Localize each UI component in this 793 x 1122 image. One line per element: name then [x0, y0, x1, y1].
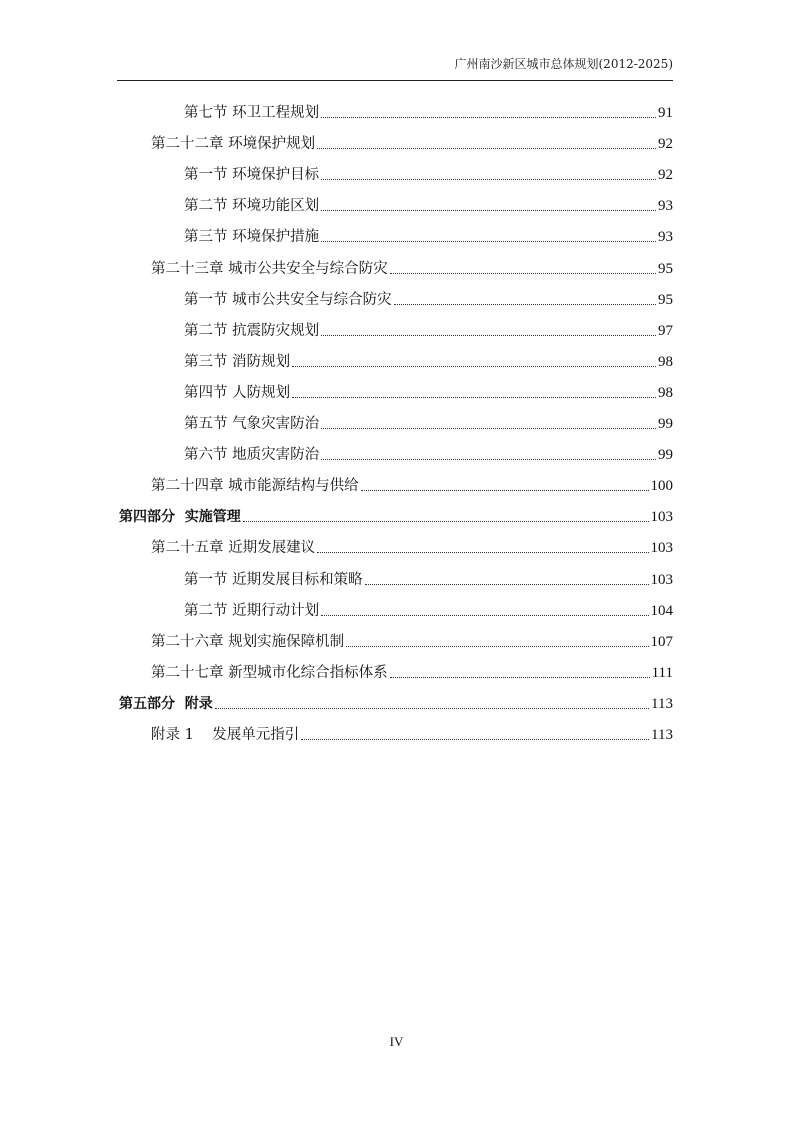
toc-chapter-entry — [0, 718, 793, 749]
toc-entry-text: 近期发展目标和策略 — [232, 571, 363, 588]
toc-entry-page: 104 — [650, 602, 673, 619]
toc-entry-title — [184, 384, 290, 402]
toc-entry-title — [151, 539, 315, 557]
toc-entry-title — [151, 633, 344, 651]
toc-entry-text: 城市能源结构与供给 — [228, 478, 359, 495]
toc-section-entry — [0, 376, 793, 407]
toc-section-entry — [0, 283, 793, 314]
toc-entry-title — [184, 415, 319, 433]
toc-entry-title — [151, 477, 359, 495]
toc-entry-page: 107 — [650, 633, 673, 650]
dot-leader — [321, 428, 656, 429]
toc-entry-page: 113 — [651, 726, 673, 743]
toc-entry-page: 99 — [658, 447, 673, 464]
dot-leader — [390, 677, 650, 678]
toc-entry-number: 附录 1 — [151, 726, 194, 743]
toc-section-entry — [0, 594, 793, 625]
dot-leader — [365, 584, 649, 585]
toc-entry-number: 第二十三章 — [151, 260, 224, 277]
toc-entry-page: 97 — [658, 322, 673, 339]
toc-entry-page: 92 — [658, 136, 673, 153]
toc-entry-title — [184, 291, 392, 309]
toc-entry-title — [119, 695, 213, 713]
toc-entry-text: 发展单元指引 — [212, 726, 300, 743]
toc-entry-text: 气象灾害防治 — [232, 416, 320, 433]
toc-entry-text: 消防规划 — [232, 353, 291, 370]
toc-entry-text: 环境功能区划 — [232, 198, 320, 215]
toc-entry-text: 附录 — [184, 695, 213, 712]
toc-entry-number: 第二十七章 — [151, 664, 224, 681]
toc-entry-number: 第二十五章 — [151, 540, 224, 557]
toc-entry-title — [184, 228, 319, 246]
toc-section-entry — [0, 314, 793, 345]
toc-entry-title — [151, 726, 299, 744]
toc-section-entry — [0, 189, 793, 220]
toc-entry-page: 99 — [658, 416, 673, 433]
toc-chapter-entry — [0, 251, 793, 282]
toc-entry-title — [184, 602, 319, 620]
toc-entry-page: 91 — [658, 105, 673, 122]
toc-entry-number: 第七节 — [184, 105, 228, 122]
toc-entry-number: 第三节 — [184, 229, 228, 246]
toc-entry-page: 103 — [650, 540, 673, 557]
toc-entry-text: 环境保护目标 — [232, 167, 320, 184]
dot-leader — [321, 179, 656, 180]
toc-entry-page: 93 — [658, 229, 673, 246]
toc-chapter-entry — [0, 625, 793, 656]
toc-chapter-entry — [0, 531, 793, 562]
toc-entry-number: 第二节 — [184, 198, 228, 215]
dot-leader — [243, 521, 649, 522]
toc-entry-number: 第二节 — [184, 322, 228, 339]
dot-leader — [317, 148, 656, 149]
dot-leader — [292, 397, 656, 398]
dot-leader — [321, 615, 648, 616]
toc-entry-number: 第二十二章 — [151, 136, 224, 153]
toc-entry-title — [184, 446, 319, 464]
toc-entry-text: 城市公共安全与综合防灾 — [228, 260, 388, 277]
toc-entry-title — [151, 664, 388, 682]
dot-leader — [321, 117, 656, 118]
toc-entry-number: 第一节 — [184, 571, 228, 588]
toc-section-entry — [0, 158, 793, 189]
toc-entry-number: 第一节 — [184, 291, 228, 308]
toc-section-entry — [0, 407, 793, 438]
toc-entry-page: 95 — [658, 291, 673, 308]
toc-entry-title — [184, 571, 363, 589]
toc-entry-number: 第五节 — [184, 416, 228, 433]
dot-leader — [292, 366, 656, 367]
toc-entry-title — [184, 104, 319, 122]
toc-chapter-entry — [0, 469, 793, 500]
toc-entry-text: 近期发展建议 — [228, 540, 316, 557]
toc-entry-page: 98 — [658, 384, 673, 401]
toc-entry-page: 111 — [651, 664, 673, 681]
toc-entry-number: 第三节 — [184, 353, 228, 370]
running-header: 广州南沙新区城市总体规划(2012-2025) — [117, 56, 673, 81]
toc-entry-title — [119, 508, 241, 526]
toc-section-entry — [0, 562, 793, 593]
dot-leader — [361, 490, 649, 491]
toc-part-entry — [0, 687, 793, 718]
dot-leader — [321, 335, 656, 336]
toc-entry-number: 第六节 — [184, 447, 228, 464]
toc-entry-title — [184, 197, 319, 215]
dot-leader — [321, 241, 656, 242]
toc-entry-text: 抗震防灾规划 — [232, 322, 320, 339]
toc-entry-text: 环境保护规划 — [228, 136, 316, 153]
toc-entry-title — [184, 353, 290, 371]
toc-entry-title — [184, 166, 319, 184]
toc-chapter-entry — [0, 127, 793, 158]
toc-entry-page: 113 — [651, 695, 673, 712]
toc-entry-text: 新型城市化综合指标体系 — [228, 664, 388, 681]
toc-entry-page: 92 — [658, 167, 673, 184]
toc-entry-page: 100 — [650, 478, 673, 495]
toc-entry-text: 规划实施保障机制 — [228, 633, 345, 650]
toc-entry-number: 第二十六章 — [151, 633, 224, 650]
toc-section-entry — [0, 345, 793, 376]
dot-leader — [346, 646, 648, 647]
toc-entry-page: 95 — [658, 260, 673, 277]
dot-leader — [321, 459, 656, 460]
toc-entry-page: 98 — [658, 353, 673, 370]
dot-leader — [390, 273, 656, 274]
toc-entry-number: 第二节 — [184, 602, 228, 619]
toc-entry-page: 93 — [658, 198, 673, 215]
toc-entry-page: 103 — [650, 571, 673, 588]
table-of-contents — [0, 96, 793, 749]
toc-entry-text: 城市公共安全与综合防灾 — [232, 291, 392, 308]
toc-entry-number: 第四节 — [184, 384, 228, 401]
toc-entry-title — [151, 260, 388, 278]
toc-entry-title — [151, 135, 315, 153]
dot-leader — [301, 739, 649, 740]
toc-entry-text: 实施管理 — [184, 509, 241, 526]
toc-entry-text: 近期行动计划 — [232, 602, 320, 619]
toc-entry-number: 第四部分 — [119, 509, 175, 526]
toc-entry-number: 第二十四章 — [151, 478, 224, 495]
toc-entry-text: 地质灾害防治 — [232, 447, 320, 464]
toc-section-entry — [0, 220, 793, 251]
toc-entry-page: 103 — [650, 509, 673, 526]
dot-leader — [215, 708, 649, 709]
toc-entry-text: 环境保护措施 — [232, 229, 320, 246]
toc-chapter-entry — [0, 656, 793, 687]
toc-section-entry — [0, 438, 793, 469]
toc-entry-text: 人防规划 — [232, 384, 291, 401]
dot-leader — [321, 210, 656, 211]
toc-section-entry — [0, 96, 793, 127]
toc-entry-number: 第一节 — [184, 167, 228, 184]
toc-entry-text: 环卫工程规划 — [232, 105, 320, 122]
dot-leader — [317, 552, 648, 553]
toc-entry-number: 第五部分 — [119, 695, 175, 712]
dot-leader — [394, 304, 656, 305]
toc-part-entry — [0, 500, 793, 531]
toc-entry-title — [184, 322, 319, 340]
page-number: IV — [389, 1034, 404, 1049]
